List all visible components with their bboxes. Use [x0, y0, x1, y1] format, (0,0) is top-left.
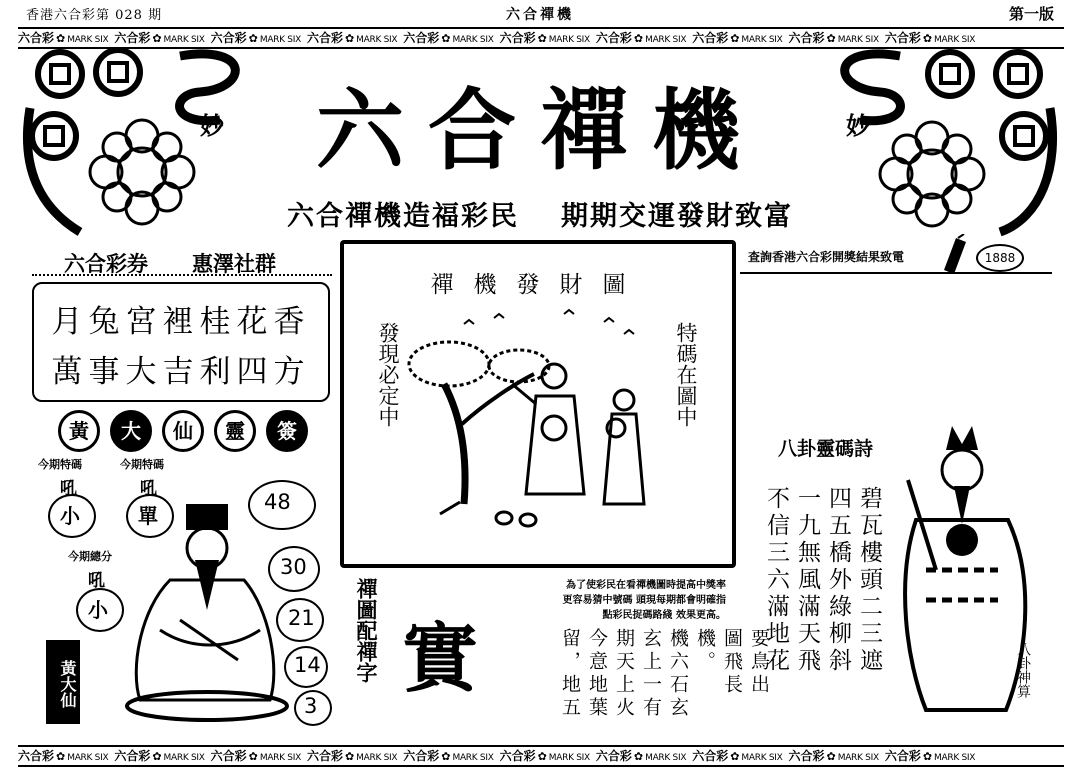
flower-icon: ✿ — [633, 750, 644, 763]
band-chinese: 六合彩 — [114, 31, 151, 45]
zen-verse-column: 要鳥出 — [748, 628, 770, 697]
band-english: MARK SIX — [934, 753, 976, 763]
band-cell — [403, 29, 493, 49]
heading-community: 惠澤社群 — [192, 252, 276, 276]
band-english: MARK SIX — [67, 753, 109, 763]
oracle-circle-2: 大 — [110, 410, 152, 452]
band-cell — [789, 29, 879, 49]
fortune-poem-line-2: 萬事大吉利四方 — [51, 354, 311, 390]
dotted-divider — [32, 274, 332, 276]
band-cell — [18, 29, 108, 49]
heading-lottery: 六合彩券 — [64, 252, 148, 276]
zen-verse-column: 今意地葉 — [586, 628, 608, 720]
band-chinese: 六合彩 — [18, 31, 55, 45]
zen-picture-illustration — [404, 304, 674, 544]
band-english: MARK SIX — [163, 35, 205, 45]
oracle-circle-1: 黃 — [58, 410, 100, 452]
hotline-divider — [740, 272, 1052, 274]
band-cell — [211, 29, 301, 49]
band-english: MARK SIX — [837, 35, 879, 45]
number-4: 14 — [294, 653, 321, 677]
flower-icon: ✿ — [152, 750, 162, 763]
zen-picture-title: 禪機發財圖 — [430, 272, 646, 298]
tip1-cry: 吼 — [60, 479, 77, 499]
zen-verse — [556, 628, 772, 724]
oracle-circle-4: 靈 — [214, 410, 256, 452]
masthead — [20, 48, 1060, 238]
tip2-cry: 吼 — [140, 479, 157, 499]
band-chinese: 六合彩 — [499, 31, 536, 45]
oracle-circle-3: 仙 — [162, 410, 204, 452]
band-chinese: 六合彩 — [884, 31, 921, 45]
band-cell — [692, 29, 782, 49]
bagua-poem-title: 八卦靈碼詩 — [778, 438, 874, 460]
band-english: MARK SIX — [548, 35, 590, 45]
band-chinese: 六合彩 — [210, 31, 247, 45]
oracle-circles — [58, 410, 308, 452]
bagua-poem-column: 四五橋外綠柳斜 — [825, 486, 851, 675]
flower-icon: ✿ — [826, 32, 836, 45]
zen-verse-column: 機六石玄 — [667, 628, 689, 720]
band-cell — [885, 29, 975, 49]
number-3: 21 — [288, 606, 315, 630]
flower-icon: ✿ — [922, 750, 933, 763]
band-cell — [114, 747, 204, 767]
band-chinese: 六合彩 — [884, 749, 921, 763]
flower-icon: ✿ — [537, 750, 547, 763]
band-chinese: 六合彩 — [210, 749, 247, 763]
band-cell — [307, 747, 397, 767]
band-english: MARK SIX — [163, 753, 205, 763]
slogan-right: 期期交運發財致富 — [561, 201, 793, 232]
band-english: MARK SIX — [259, 753, 301, 763]
bagua-poem-column: 碧瓦樓頭二三遮 — [856, 486, 882, 675]
band-chinese: 六合彩 — [114, 749, 151, 763]
phone-icon — [936, 234, 970, 274]
band-cell — [403, 747, 493, 767]
flower-icon: ✿ — [56, 32, 66, 45]
number-1: 48 — [264, 490, 291, 514]
flower-icon: ✿ — [344, 750, 355, 763]
band-chinese: 六合彩 — [18, 749, 55, 763]
band-english: MARK SIX — [452, 35, 494, 45]
band-cell — [307, 29, 397, 49]
ground-stones — [440, 502, 536, 526]
band-chinese: 六合彩 — [403, 749, 440, 763]
band-cell — [885, 747, 975, 767]
band-english: MARK SIX — [452, 753, 494, 763]
band-cell — [596, 29, 686, 49]
band-english: MARK SIX — [645, 35, 687, 45]
scholar-figure — [512, 364, 584, 494]
edition-label: 第一版 — [1008, 5, 1054, 23]
band-english: MARK SIX — [741, 753, 783, 763]
zen-picture-left-caption: 發現必定中 — [376, 322, 400, 427]
tip1-answer: 小 — [60, 504, 80, 528]
band-english: MARK SIX — [259, 35, 301, 45]
hotline-number: 1888 — [976, 244, 1024, 272]
band-chinese: 六合彩 — [403, 31, 440, 45]
flower-icon: ✿ — [537, 32, 547, 45]
fortune-poem-line-1: 月兔宮裡桂花香 — [51, 304, 311, 340]
lady-figure — [604, 390, 644, 504]
birds — [464, 310, 634, 334]
band-chinese: 六合彩 — [788, 749, 825, 763]
issue-number: 香港六合彩第 028 期 — [26, 8, 163, 23]
tip3-label: 今期總分 — [68, 550, 112, 563]
slogan-left: 六合禪機造福彩民 — [287, 201, 519, 232]
tip3-cry: 吼 — [88, 571, 105, 591]
zen-verse-column: 期天上火 — [613, 628, 635, 720]
flower-icon: ✿ — [344, 32, 355, 45]
seated-sage-illustration — [120, 500, 290, 725]
band-english: MARK SIX — [837, 753, 879, 763]
flower-icon: ✿ — [922, 32, 933, 45]
fortune-poem-box — [32, 282, 330, 402]
band-cell — [789, 747, 879, 767]
band-chinese: 六合彩 — [306, 31, 343, 45]
flower-icon: ✿ — [248, 32, 258, 45]
band-chinese: 六合彩 — [788, 31, 825, 45]
tip3-answer: 小 — [88, 598, 108, 622]
zen-word-caption: 禪圖配禪字 — [354, 578, 378, 683]
band-cell — [596, 747, 686, 767]
band-chinese: 六合彩 — [692, 749, 729, 763]
zen-verse-column: 圖飛長機。 — [694, 628, 743, 697]
masthead-title: 六合禪機 — [315, 78, 764, 182]
bagua-poem-column: 一九無風滿天飛 — [794, 486, 820, 675]
band-cell — [114, 29, 204, 49]
bottom-border-band — [18, 745, 1064, 767]
band-cell — [692, 747, 782, 767]
band-chinese: 六合彩 — [595, 749, 632, 763]
band-cell — [500, 29, 590, 49]
flower-icon: ✿ — [826, 750, 836, 763]
band-cell — [500, 747, 590, 767]
number-5: 3 — [304, 694, 318, 718]
zen-picture-right-caption: 特碼在圖中 — [674, 322, 698, 427]
bagua-master-caption: 八卦神算 — [1015, 642, 1031, 698]
results-hotline-text: 查詢香港六合彩開獎結果致電 — [748, 250, 905, 264]
number-2: 30 — [280, 555, 307, 579]
band-cell — [211, 747, 301, 767]
explanation-note: 為了使彩民在看禪機圖時提高中獎率 更容易猜中號碼 頭現每期都會明確指點彩民捉碼路綫 效果更高。 — [562, 580, 726, 621]
band-chinese: 六合彩 — [306, 749, 343, 763]
bagua-poem — [760, 486, 884, 726]
zen-verse-column: 留，地五 — [559, 628, 581, 720]
tip2-label: 今期特碼 — [120, 458, 164, 471]
flower-icon: ✿ — [633, 32, 644, 45]
band-chinese: 六合彩 — [692, 31, 729, 45]
accent-left: 妙 — [200, 111, 224, 140]
band-english: MARK SIX — [67, 35, 109, 45]
band-english: MARK SIX — [934, 35, 976, 45]
flower-icon: ✿ — [248, 750, 258, 763]
oracle-circle-5: 簽 — [266, 410, 308, 452]
tip2-answer: 單 — [138, 504, 158, 528]
flower-icon: ✿ — [441, 32, 451, 45]
band-english: MARK SIX — [356, 753, 398, 763]
band-english: MARK SIX — [548, 753, 590, 763]
band-english: MARK SIX — [645, 753, 687, 763]
band-cell — [18, 747, 108, 767]
flower-icon: ✿ — [730, 32, 740, 45]
band-english: MARK SIX — [356, 35, 398, 45]
flower-icon: ✿ — [441, 750, 451, 763]
bagua-poem-column: 不信三六滿地花 — [763, 486, 789, 675]
slogan — [20, 194, 1060, 233]
top-border-band — [18, 27, 1064, 49]
zen-verse-column: 玄上一有 — [640, 628, 662, 720]
huang-da-xian-seal: 黃大仙 — [46, 640, 80, 724]
zen-picture-frame — [340, 240, 736, 568]
band-english: MARK SIX — [741, 35, 783, 45]
flower-icon: ✿ — [56, 750, 66, 763]
flower-icon: ✿ — [152, 32, 162, 45]
accent-right: 妙 — [846, 111, 870, 140]
flower-icon: ✿ — [730, 750, 740, 763]
band-chinese: 六合彩 — [499, 749, 536, 763]
tip1-label: 今期特碼 — [38, 458, 82, 471]
band-chinese: 六合彩 — [595, 31, 632, 45]
running-title: 六合禪機 — [506, 7, 574, 23]
zen-word-character: 實 — [402, 614, 478, 703]
